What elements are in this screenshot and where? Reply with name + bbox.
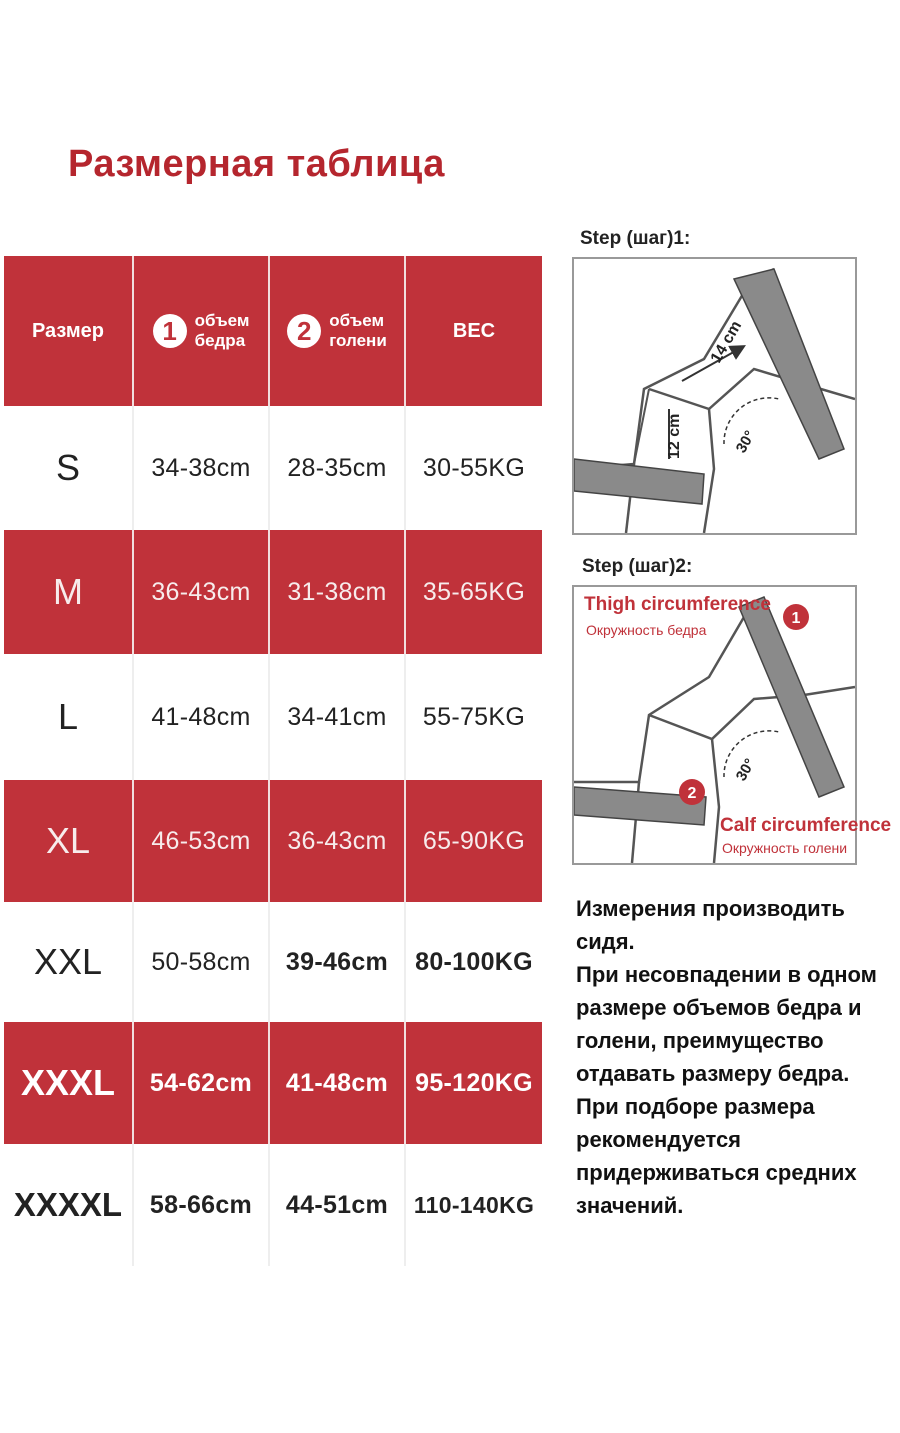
thigh-value: 54-62cm	[149, 1068, 253, 1097]
size-table	[4, 256, 542, 1266]
thigh-value: 41-48cm	[151, 702, 251, 731]
calf-value: 34-41cm	[287, 702, 387, 731]
thigh-value: 46-53cm	[151, 826, 251, 855]
knee-diagram-step1	[574, 259, 855, 533]
thigh-value: 50-58cm	[151, 947, 251, 976]
size-label: XXL	[33, 941, 103, 982]
table-row	[4, 530, 542, 654]
calf-circumference-ru: Окружность голени	[722, 840, 848, 856]
step1-label: Step (шаг)1:	[580, 228, 691, 249]
table-row	[4, 780, 542, 902]
weight-value: 95-120KG	[415, 1068, 533, 1097]
thigh-circumference-ru: Окружность бедра	[586, 622, 707, 638]
note-2: При несовпадении в одном размере объемов бедра и голени, преимущество отдавать размеру бедра.	[576, 962, 877, 1086]
size-label: XL	[45, 820, 91, 861]
step1-illustration	[572, 257, 857, 535]
number-badge-1: 1	[153, 314, 187, 348]
size-label: XXXXL	[13, 1186, 123, 1223]
size-label: M	[53, 571, 83, 612]
number-badge-2: 2	[287, 314, 321, 348]
header-calf-line1: объем	[329, 311, 385, 330]
calf-value: 39-46cm	[285, 947, 389, 976]
calf-circumference-en: Calf circumference	[720, 815, 892, 836]
angle-step2: 30°	[732, 755, 759, 784]
calf-value: 36-43cm	[287, 826, 387, 855]
dim-14cm: 14 cm	[707, 318, 746, 366]
header-size: Размер	[31, 319, 105, 342]
angle-step1: 30°	[732, 427, 759, 456]
marker-2-label: 2	[687, 785, 697, 802]
weight-value: 55-75KG	[422, 702, 526, 731]
calf-value: 28-35cm	[287, 453, 387, 482]
size-label: S	[55, 447, 80, 488]
table-row	[4, 1144, 542, 1266]
note-3: При подборе размера рекомендуется придерживаться средних значений.	[576, 1094, 857, 1218]
table-row	[4, 406, 542, 530]
calf-value: 31-38cm	[287, 577, 387, 606]
calf-value: 41-48cm	[285, 1068, 389, 1097]
measurement-notes	[576, 892, 894, 1222]
marker-1-label: 1	[791, 610, 801, 627]
header-calf-line2: голени	[329, 331, 387, 350]
page-title: Размерная таблица	[68, 143, 445, 185]
thigh-value: 36-43cm	[151, 577, 251, 606]
table-row	[4, 1022, 542, 1144]
calf-value: 44-51cm	[285, 1190, 389, 1219]
weight-value: 35-65KG	[422, 577, 526, 606]
header-weight: ВЕС	[452, 319, 496, 342]
weight-value: 30-55KG	[422, 453, 526, 482]
size-label: L	[57, 696, 79, 737]
dim-12cm: 12 cm	[666, 413, 683, 459]
table-row	[4, 654, 542, 780]
thigh-value: 58-66cm	[149, 1190, 253, 1219]
weight-value: 80-100KG	[415, 947, 533, 976]
note-1: Измерения производить сидя.	[576, 896, 845, 954]
weight-value: 65-90KG	[422, 826, 526, 855]
thigh-circumference-en: Thigh circumference	[584, 594, 771, 615]
thigh-value: 34-38cm	[151, 453, 251, 482]
header-thigh-line2: бедра	[194, 331, 246, 350]
size-label: XXXL	[20, 1062, 116, 1103]
table-header	[4, 256, 542, 406]
step2-label: Step (шаг)2:	[582, 556, 693, 577]
weight-value: 110-140KG	[413, 1191, 535, 1218]
header-thigh-line1: объем	[194, 311, 250, 330]
table-row	[4, 902, 542, 1022]
